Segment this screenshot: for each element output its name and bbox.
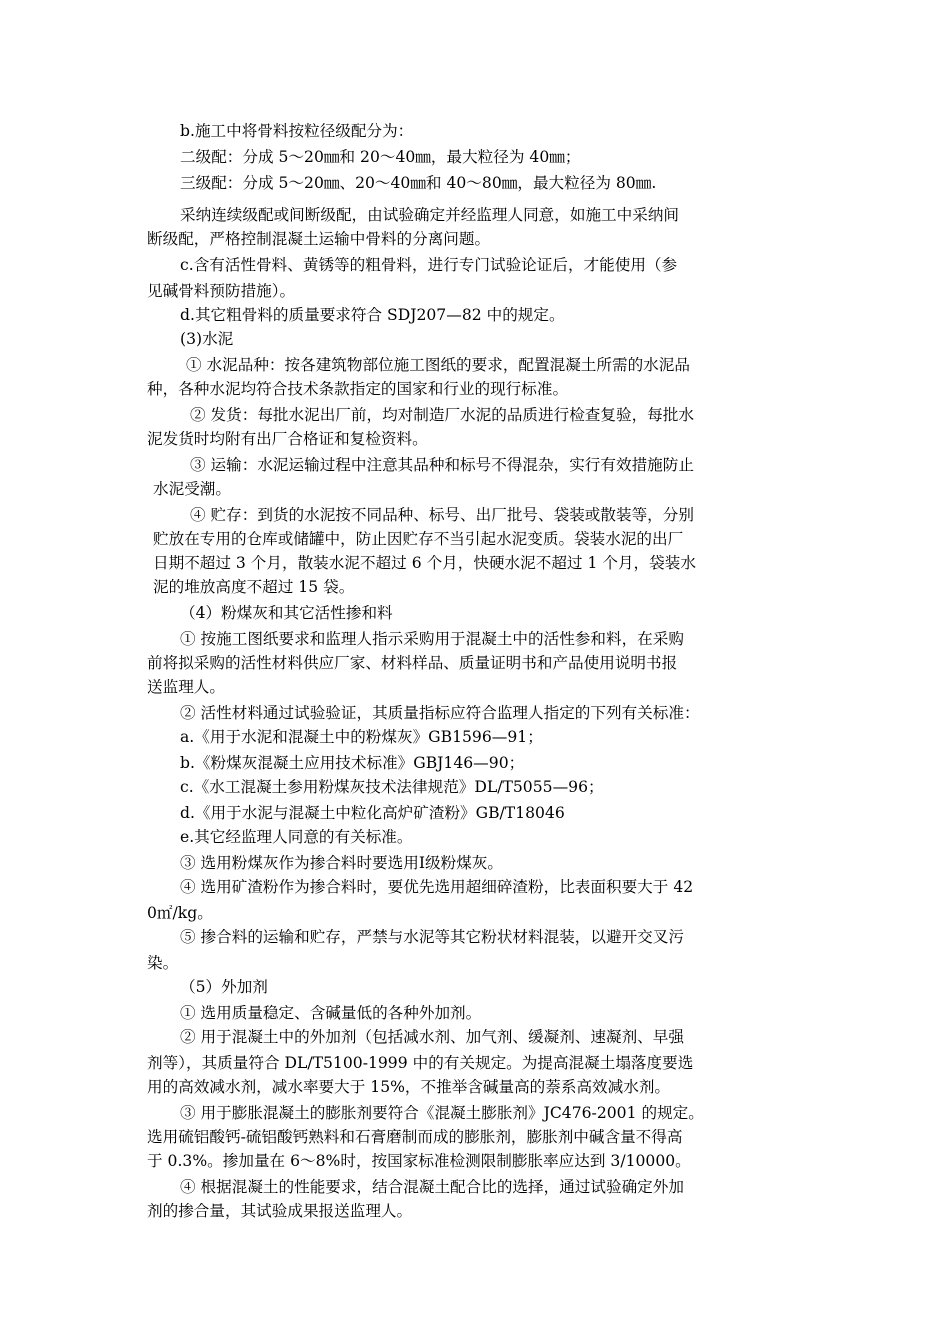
text-line: d.其它粗骨料的质量要求符合 SDJ207—82 中的规定。	[180, 306, 565, 324]
text-line: ④ 选用矿渣粉作为掺合料时，要优先选用超细碎渣粉，比表面积要大于 42	[180, 878, 694, 896]
text-line: 采纳连续级配或间断级配，由试验确定并经监理人同意，如施工中采纳间	[180, 206, 680, 224]
text-line: c.《水工混凝土参用粉煤灰技术法律规范》DL/T5055—96；	[180, 778, 604, 796]
text-line: ③ 选用粉煤灰作为掺合料时要选用Ⅰ级粉煤灰。	[180, 854, 503, 872]
text-line: 泥发货时均附有出厂合格证和复检资料。	[147, 430, 428, 448]
text-line: 水泥受潮。	[153, 480, 231, 498]
section-heading: （4）粉煤灰和其它活性掺和料	[180, 604, 393, 622]
text-line: 贮放在专用的仓库或储罐中，防止因贮存不当引起水泥变质。袋装水泥的出厂	[153, 530, 684, 548]
text-line: c.含有活性骨料、黄锈等的粗骨料，进行专门试验论证后，才能使用（参	[180, 256, 678, 274]
text-line: 剂的掺合量，其试验成果报送监理人。	[147, 1202, 413, 1220]
text-line: b.《粉煤灰混凝土应用技术标准》GBJ146—90；	[180, 754, 525, 772]
text-line: 二级配：分成 5～20㎜和 20～40㎜，最大粒径为 40㎜；	[180, 148, 581, 166]
text-line: 泥的堆放高度不超过 15 袋。	[153, 578, 355, 596]
text-line: ① 选用质量稳定、含碱量低的各种外加剂。	[180, 1004, 482, 1022]
section-heading: （5）外加剂	[180, 978, 268, 996]
text-line: ② 用于混凝土中的外加剂（包括减水剂、加气剂、缓凝剂、速凝剂、早强	[180, 1028, 684, 1046]
text-line: 三级配：分成 5～20㎜、20～40㎜和 40～80㎜，最大粒径为 80㎜.	[180, 174, 657, 192]
text-line: ④ 贮存：到货的水泥按不同品种、标号、出厂批号、袋装或散装等，分别	[190, 506, 694, 524]
text-line: 送监理人。	[147, 678, 225, 696]
section-heading: (3)水泥	[180, 330, 234, 348]
text-line: ① 按施工图纸要求和监理人指示采购用于混凝土中的活性参和料，在采购	[180, 630, 684, 648]
text-line: 0㎡/kg。	[147, 904, 213, 922]
text-line: 剂等），其质量符合 DL/T5100-1999 中的有关规定。为提高混凝土塌落度要选	[147, 1054, 694, 1072]
text-line: ② 发货：每批水泥出厂前，均对制造厂水泥的品质进行检查复验，每批水	[190, 406, 694, 424]
text-line: d.《用于水泥与混凝土中粒化高炉矿渣粉》GB/T18046	[180, 804, 565, 822]
text-line: ⑤ 掺合料的运输和贮存，严禁与水泥等其它粉状材料混装，以避开交叉污	[180, 928, 684, 946]
text-line: ① 水泥品种：按各建筑物部位施工图纸的要求，配置混凝土所需的水泥品	[186, 356, 690, 374]
text-line: 于 0.3%。掺加量在 6～8%时，按国家标准检测限制膨胀率应达到 3/10000。	[147, 1152, 691, 1170]
text-line: 前将拟采购的活性材料供应厂家、材料样品、质量证明书和产品使用说明书报	[147, 654, 678, 672]
text-line: 见碱骨料预防措施）。	[147, 282, 296, 300]
text-line: 种，各种水泥均符合技术条款指定的国家和行业的现行标准。	[147, 380, 569, 398]
text-line: 选用硫铝酸钙-硫铝酸钙熟料和石膏磨制而成的膨胀剂，膨胀剂中碱含量不得高	[147, 1128, 683, 1146]
text-line: e.其它经监理人同意的有关标准。	[180, 828, 413, 846]
text-line: a.《用于水泥和混凝土中的粉煤灰》GB1596—91；	[180, 728, 543, 746]
text-line: ③ 运输：水泥运输过程中注意其品种和标号不得混杂，实行有效措施防止	[190, 456, 694, 474]
text-line: b.施工中将骨料按粒径级配分为：	[180, 122, 414, 140]
text-line: 用的高效减水剂，减水率要大于 15%，不推举含碱量高的萘系高效减水剂。	[147, 1078, 671, 1096]
text-line: ② 活性材料通过试验验证，其质量指标应符合监理人指定的下列有关标准：	[180, 704, 700, 722]
text-line: 断级配，严格控制混凝土运输中骨料的分离问题。	[147, 230, 491, 248]
text-line: ③ 用于膨胀混凝土的膨胀剂要符合《混凝土膨胀剂》JC476-2001 的规定。	[180, 1104, 704, 1122]
text-line: 日期不超过 3 个月，散装水泥不超过 6 个月，快硬水泥不超过 1 个月，袋装水	[153, 554, 696, 572]
text-line: ④ 根据混凝土的性能要求，结合混凝土配合比的选择，通过试验确定外加	[180, 1178, 684, 1196]
text-line: 染。	[147, 954, 179, 972]
